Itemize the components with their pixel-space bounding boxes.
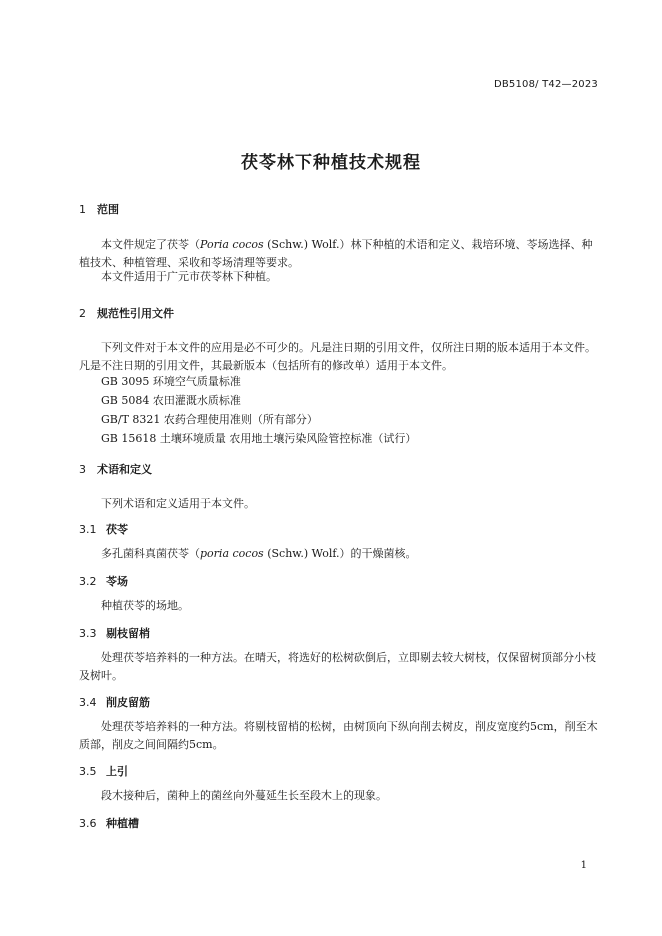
term-number: 3.1 — [79, 523, 97, 536]
term-number: 3.6 — [79, 817, 97, 830]
term-3-4-definition: 处理茯苓培养料的一种方法。将剔枝留梢的松树，由树顶向下纵向削去树皮，削皮宽度约5cm，削至木质部，削皮之间间隔约5cm。 — [79, 720, 598, 751]
section-title: 规范性引用文件 — [97, 307, 174, 320]
term-number: 3.3 — [79, 627, 97, 640]
term-3-3-heading — [79, 625, 150, 641]
term-3-2-definition: 种植茯苓的场地。 — [101, 599, 189, 612]
text-span: 本文件规定了茯苓（ — [101, 238, 200, 251]
reference-item: GB 3095 环境空气质量标准 — [101, 375, 241, 388]
text-span: (Schw.) Wolf.）的干燥菌核。 — [263, 547, 417, 560]
term-number: 3.2 — [79, 575, 97, 588]
text-span: 多孔菌科真菌茯苓（ — [101, 547, 200, 560]
section-title: 范围 — [97, 203, 119, 216]
reference-item: GB/T 8321 农药合理使用准则（所有部分） — [101, 413, 318, 426]
section-1-paragraph-1 — [79, 236, 599, 271]
term-3-5-definition: 段木接种后，菌种上的菌丝向外蔓延生长至段木上的现象。 — [101, 789, 387, 802]
section-3-intro: 下列术语和定义适用于本文件。 — [101, 497, 255, 510]
latin-name: poria cocos — [200, 547, 264, 560]
term-title: 苓场 — [106, 575, 128, 588]
document-title: 茯苓林下种植技术规程 — [241, 153, 421, 173]
term-3-1-heading — [79, 521, 128, 537]
term-title: 茯苓 — [106, 523, 128, 536]
term-title: 种植槽 — [106, 817, 139, 830]
section-1-paragraph-2: 本文件适用于广元市茯苓林下种植。 — [101, 270, 277, 283]
term-title: 上引 — [106, 765, 128, 778]
document-code: DB5108/ T42—2023 — [493, 79, 598, 90]
section-number: 3 — [79, 463, 86, 476]
section-2-paragraph-1: 下列文件对于本文件的应用是必不可少的。凡是注日期的引用文件，仅所注日期的版本适用于本文件。凡是不注日期的引用文件，其最新版本（包括所有的修改单）适用于本文件。 — [79, 341, 596, 372]
reference-item: GB 15618 土壤环境质量 农用地土壤污染风险管控标准（试行） — [101, 432, 417, 445]
page-number: 1 — [580, 860, 587, 871]
section-title: 术语和定义 — [97, 463, 152, 476]
text-span: (Schw.) Wolf.）林下种植的术语和定义、栽培环境、苓场选择、种植技术、种植管理、采收和苓场清理等要求。 — [79, 238, 593, 269]
term-3-2-heading — [79, 573, 128, 589]
reference-list — [101, 372, 416, 448]
reference-item: GB 5084 农田灌溉水质标准 — [101, 394, 241, 407]
section-3-heading — [79, 461, 152, 477]
section-number: 1 — [79, 203, 86, 216]
latin-name: Poria cocos — [200, 238, 264, 251]
section-number: 2 — [79, 307, 86, 320]
term-3-5-heading — [79, 763, 128, 779]
term-3-3-definition: 处理茯苓培养料的一种方法。在晴天，将选好的松树砍倒后，立即剔去较大树枝，仅保留树顶部分小枝及树叶。 — [79, 651, 596, 682]
term-title: 削皮留筋 — [106, 696, 150, 709]
term-3-4-heading — [79, 694, 150, 710]
section-1-heading — [79, 201, 119, 217]
term-number: 3.4 — [79, 696, 97, 709]
term-3-1-definition — [79, 545, 599, 563]
section-2-heading — [79, 305, 174, 321]
term-number: 3.5 — [79, 765, 97, 778]
term-title: 剔枝留梢 — [106, 627, 150, 640]
term-3-6-heading — [79, 815, 139, 831]
